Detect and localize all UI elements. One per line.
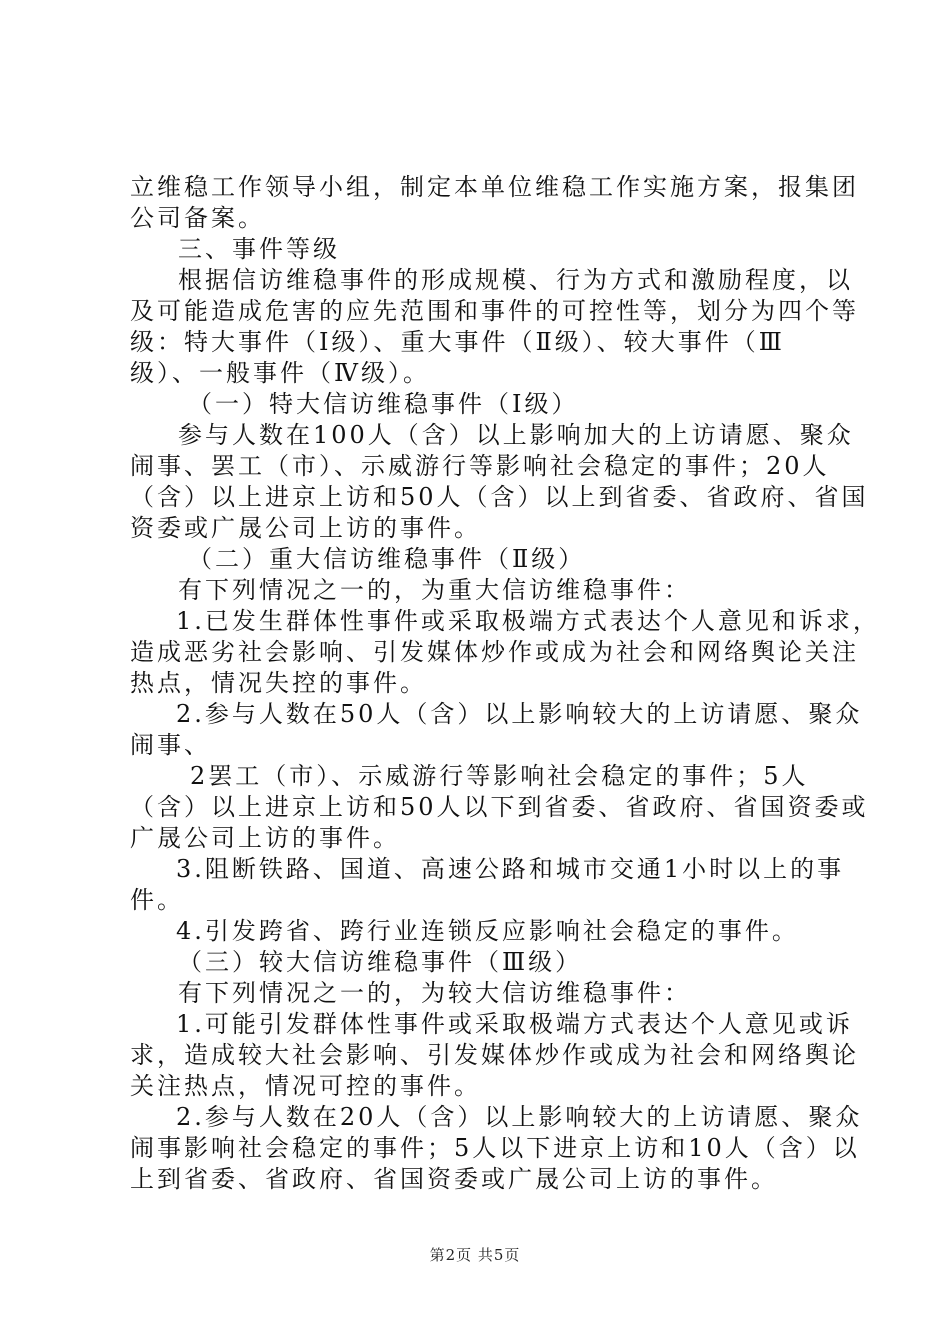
text-line: 闹事、 xyxy=(130,731,211,759)
text-line: 参与人数在100人（含）以上影响加大的上访请愿、聚众 xyxy=(178,421,854,449)
page-number-footer: 第2页 共5页 xyxy=(429,1246,521,1264)
text-line: 件。 xyxy=(130,886,184,914)
subsection-heading: （三）较大信访维稳事件（Ⅲ级） xyxy=(178,948,583,976)
text-line: 关注热点，情况可控的事件。 xyxy=(130,1072,481,1100)
list-item: 3.阻断铁路、国道、高速公路和城市交通1小时以上的事 xyxy=(176,855,845,883)
text-line: （含）以上进京上访和50人（含）以上到省委、省政府、省国 xyxy=(130,483,869,511)
text-line: 公司备案。 xyxy=(130,204,265,232)
text-line: 立维稳工作领导小组，制定本单位维稳工作实施方案，报集团 xyxy=(130,173,859,201)
text-line: 闹事影响社会稳定的事件；5人以下进京上访和10人（含）以 xyxy=(130,1134,860,1162)
text-line: 求，造成较大社会影响、引发媒体炒作或成为社会和网络舆论 xyxy=(130,1041,859,1069)
body-text xyxy=(130,172,880,1195)
text-line: 2罢工（市）、示威游行等影响社会稳定的事件；5人 xyxy=(190,762,809,790)
text-line: 资委或广晟公司上访的事件。 xyxy=(130,514,481,542)
text-line: 及可能造成危害的应先范围和事件的可控性等，划分为四个等 xyxy=(130,297,859,325)
list-item: 4.引发跨省、跨行业连锁反应影响社会稳定的事件。 xyxy=(176,917,799,945)
text-line: 级：特大事件（Ⅰ级）、重大事件（Ⅱ级）、较大事件（Ⅲ xyxy=(130,328,785,356)
text-line: （含）以上进京上访和50人以下到省委、省政府、省国资委或 xyxy=(130,793,869,821)
section-heading: 三、事件等级 xyxy=(178,235,340,263)
text-line: 级）、一般事件（Ⅳ级）。 xyxy=(130,359,430,387)
text-line: 根据信访维稳事件的形成规模、行为方式和激励程度，以 xyxy=(178,266,853,294)
list-item: 2.参与人数在20人（含）以上影响较大的上访请愿、聚众 xyxy=(176,1103,863,1131)
text-line: 闹事、罢工（市）、示威游行等影响社会稳定的事件；20人 xyxy=(130,452,830,480)
text-line: 广晟公司上访的事件。 xyxy=(130,824,400,852)
subsection-heading: （一）特大信访维稳事件（Ⅰ级） xyxy=(188,390,579,418)
list-item: 1.已发生群体性事件或采取极端方式表达个人意见和诉求， xyxy=(176,607,880,635)
list-item: 2.参与人数在50人（含）以上影响较大的上访请愿、聚众 xyxy=(176,700,863,728)
subsection-heading: （二）重大信访维稳事件（Ⅱ级） xyxy=(188,545,586,573)
text-line: 有下列情况之一的，为较大信访维稳事件： xyxy=(178,979,691,1007)
text-line: 热点，情况失控的事件。 xyxy=(130,669,427,697)
text-line: 造成恶劣社会影响、引发媒体炒作或成为社会和网络舆论关注 xyxy=(130,638,859,666)
text-line: 上到省委、省政府、省国资委或广晟公司上访的事件。 xyxy=(130,1165,778,1193)
list-item: 1.可能引发群体性事件或采取极端方式表达个人意见或诉 xyxy=(176,1010,853,1038)
text-line: 有下列情况之一的，为重大信访维稳事件： xyxy=(178,576,691,604)
